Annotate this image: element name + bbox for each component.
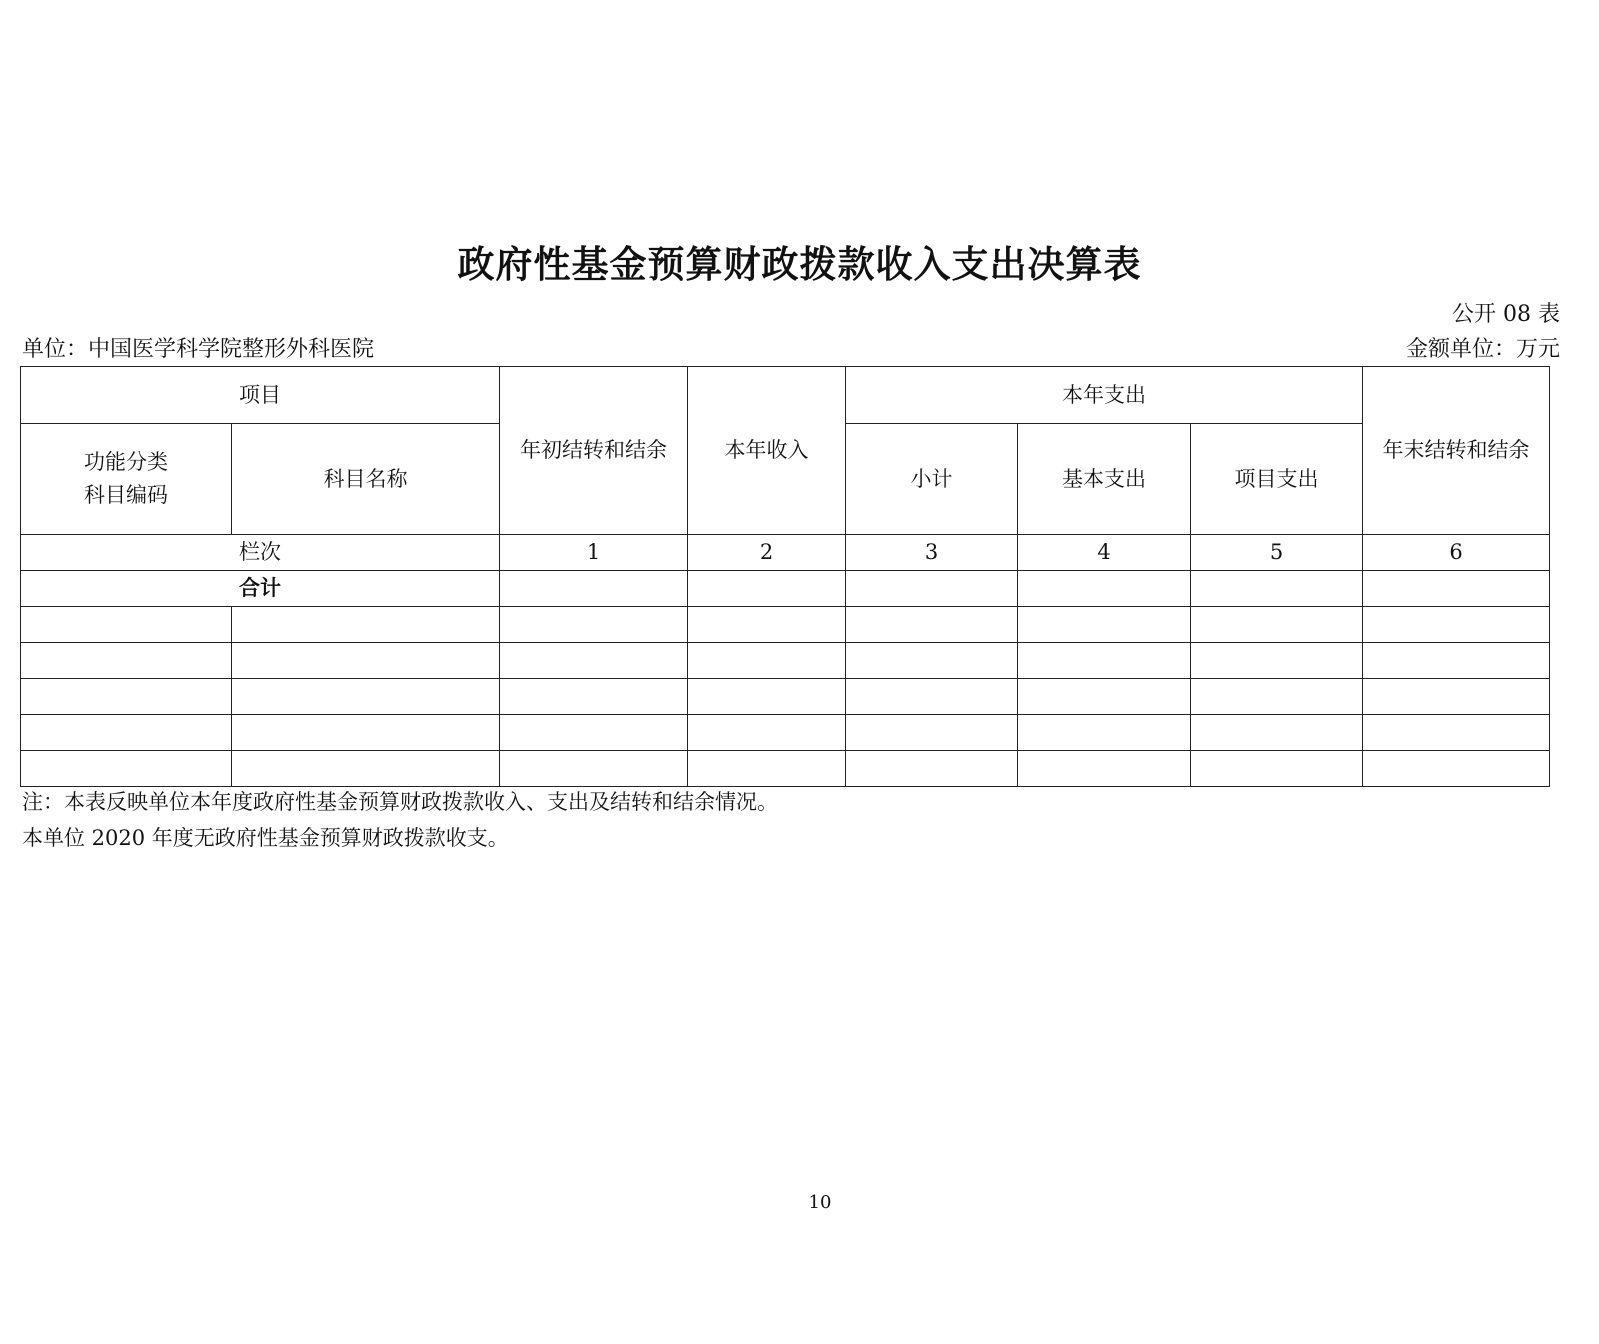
table-cell bbox=[1191, 679, 1363, 715]
column-number-label: 栏次 bbox=[21, 535, 500, 571]
page-title: 政府性基金预算财政拨款收入支出决算表 bbox=[457, 242, 1142, 286]
table-cell bbox=[232, 715, 500, 751]
header-project: 项目 bbox=[21, 367, 500, 424]
table-cell bbox=[1363, 751, 1550, 787]
header-subtotal: 小计 bbox=[846, 424, 1018, 535]
table-cell bbox=[846, 751, 1018, 787]
column-number-cell: 1 bbox=[500, 535, 688, 571]
page-number: 10 bbox=[808, 1192, 832, 1213]
table-cell bbox=[500, 679, 688, 715]
note-text: 本单位 2020 年度无政府性基金预算财政拨款收支。 bbox=[22, 826, 509, 850]
table-cell bbox=[21, 715, 232, 751]
table-row bbox=[21, 607, 1550, 643]
header-func-code-line1: 功能分类 bbox=[84, 450, 168, 475]
notes bbox=[22, 784, 778, 856]
table-cell bbox=[1018, 643, 1191, 679]
table-row bbox=[21, 643, 1550, 679]
column-number-cell: 2 bbox=[688, 535, 846, 571]
total-row bbox=[21, 571, 1550, 607]
header-func-code bbox=[21, 424, 232, 535]
table-cell bbox=[21, 607, 232, 643]
form-number: 公开 08 表 bbox=[1452, 302, 1560, 327]
table-cell bbox=[21, 751, 232, 787]
total-label: 合计 bbox=[21, 571, 500, 607]
table-cell bbox=[232, 607, 500, 643]
header-end-balance: 年末结转和结余 bbox=[1363, 367, 1550, 535]
header-project-expense: 项目支出 bbox=[1191, 424, 1363, 535]
header-row-1 bbox=[21, 367, 1550, 424]
table-cell bbox=[1018, 571, 1191, 607]
header-begin-balance: 年初结转和结余 bbox=[500, 367, 688, 535]
budget-table bbox=[20, 366, 1550, 787]
table-cell bbox=[1363, 607, 1550, 643]
table-cell bbox=[1191, 715, 1363, 751]
table-cell bbox=[1191, 571, 1363, 607]
table-cell bbox=[500, 715, 688, 751]
table-cell bbox=[1191, 607, 1363, 643]
column-number-cell: 3 bbox=[846, 535, 1018, 571]
table-cell bbox=[1191, 751, 1363, 787]
table-cell bbox=[846, 715, 1018, 751]
header-income: 本年收入 bbox=[688, 367, 846, 535]
table-row bbox=[21, 715, 1550, 751]
table-cell bbox=[232, 643, 500, 679]
table-cell bbox=[500, 607, 688, 643]
table-cell bbox=[846, 607, 1018, 643]
table-cell bbox=[232, 751, 500, 787]
table-cell bbox=[688, 571, 846, 607]
table-cell bbox=[21, 679, 232, 715]
table-cell bbox=[1018, 715, 1191, 751]
table-cell bbox=[21, 643, 232, 679]
table-cell bbox=[1363, 643, 1550, 679]
table-cell bbox=[500, 571, 688, 607]
table-cell bbox=[1363, 715, 1550, 751]
table-cell bbox=[688, 715, 846, 751]
table-cell bbox=[232, 679, 500, 715]
header-func-code-line2: 科目编码 bbox=[84, 483, 168, 507]
table-cell bbox=[1018, 607, 1191, 643]
table-cell bbox=[1018, 751, 1191, 787]
table-cell bbox=[846, 571, 1018, 607]
table-cell bbox=[500, 643, 688, 679]
table-cell bbox=[688, 751, 846, 787]
table-cell bbox=[846, 643, 1018, 679]
column-number-cell: 6 bbox=[1363, 535, 1550, 571]
header-basic-expense: 基本支出 bbox=[1018, 424, 1191, 535]
column-number-cell: 5 bbox=[1191, 535, 1363, 571]
table-row bbox=[21, 679, 1550, 715]
amount-unit: 金额单位：万元 bbox=[1405, 337, 1560, 362]
table-cell bbox=[688, 607, 846, 643]
table-cell bbox=[846, 679, 1018, 715]
table-cell bbox=[1363, 679, 1550, 715]
column-number-row bbox=[21, 535, 1550, 571]
header-expense-group: 本年支出 bbox=[846, 367, 1363, 424]
header-subject-name: 科目名称 bbox=[232, 424, 500, 535]
table-row bbox=[21, 751, 1550, 787]
unit-label: 单位：中国医学科学院整形外科医院 bbox=[22, 337, 375, 362]
table-cell bbox=[1363, 571, 1550, 607]
table-cell bbox=[500, 751, 688, 787]
table-cell bbox=[688, 679, 846, 715]
table-cell bbox=[1018, 679, 1191, 715]
table-cell bbox=[1191, 643, 1363, 679]
note-text: 注：本表反映单位本年度政府性基金预算财政拨款收入、支出及结转和结余情况。 bbox=[22, 790, 778, 814]
column-number-cell: 4 bbox=[1018, 535, 1191, 571]
table-cell bbox=[688, 643, 846, 679]
